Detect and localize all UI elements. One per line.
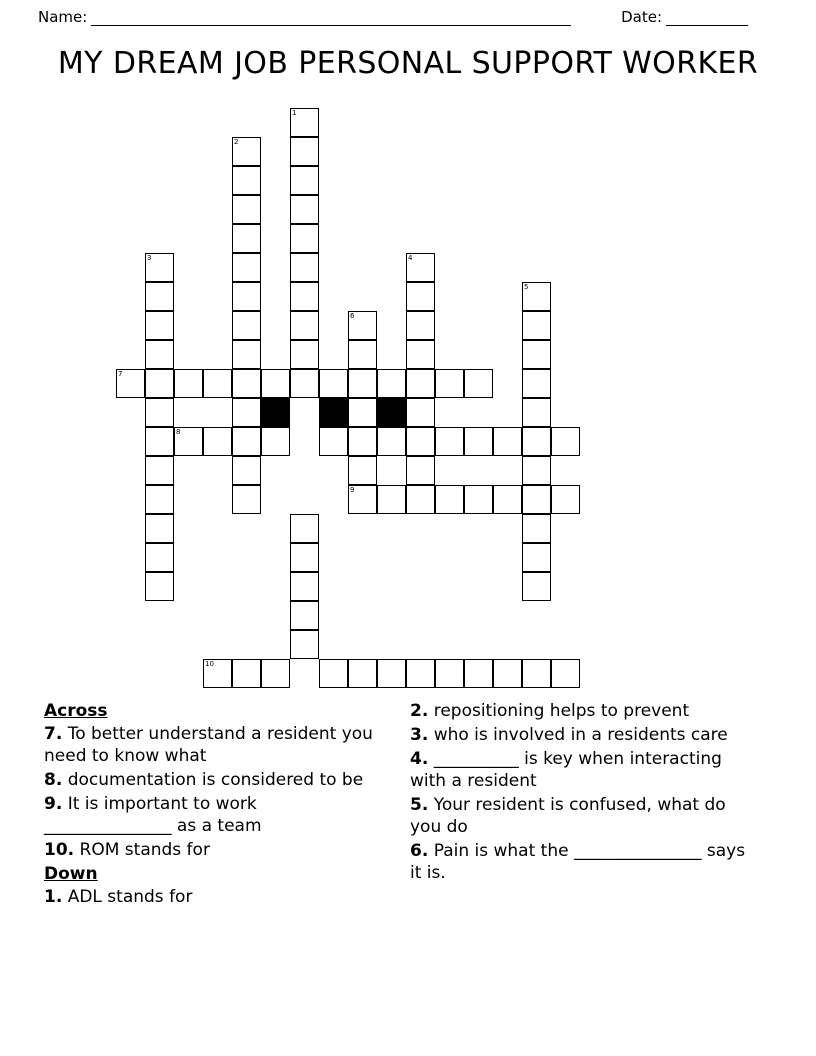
grid-cell-number: 10: [205, 660, 214, 668]
grid-cell[interactable]: [551, 485, 580, 514]
grid-cell[interactable]: [290, 224, 319, 253]
clue-down-1: [44, 886, 389, 908]
grid-block-cell: [261, 398, 290, 427]
clue-number: 1.: [44, 887, 63, 907]
page-title: MY DREAM JOB PERSONAL SUPPORT WORKER: [57, 46, 759, 81]
grid-cell[interactable]: [145, 514, 174, 543]
grid-cell[interactable]: [290, 137, 319, 166]
grid-cell[interactable]: [290, 195, 319, 224]
date-label: Date:: [621, 8, 662, 26]
grid-cell[interactable]: [406, 427, 435, 456]
grid-cell[interactable]: [290, 369, 319, 398]
clue-number: 7.: [44, 724, 63, 744]
grid-cell[interactable]: [232, 224, 261, 253]
grid-cell[interactable]: [406, 369, 435, 398]
grid-cell[interactable]: [522, 311, 551, 340]
grid-cell[interactable]: [406, 282, 435, 311]
grid-cell[interactable]: [464, 369, 493, 398]
grid-cell[interactable]: [464, 427, 493, 456]
grid-cell[interactable]: [377, 369, 406, 398]
grid-cell[interactable]: [145, 369, 174, 398]
clue-down-3: [410, 724, 755, 746]
grid-cell[interactable]: [435, 659, 464, 688]
clue-number: 8.: [44, 770, 63, 790]
grid-cell[interactable]: [348, 427, 377, 456]
grid-cell[interactable]: [348, 369, 377, 398]
date-field-group: [621, 8, 748, 26]
grid-cell[interactable]: [522, 398, 551, 427]
grid-cell[interactable]: [145, 282, 174, 311]
clue-across-9: [44, 793, 389, 837]
grid-cell[interactable]: [348, 340, 377, 369]
worksheet-header: [38, 0, 748, 26]
clue-down-5: [410, 794, 755, 838]
grid-cell[interactable]: [493, 485, 522, 514]
grid-cell[interactable]: [290, 108, 319, 137]
crossword-grid[interactable]: [0, 105, 816, 700]
grid-cell[interactable]: [232, 456, 261, 485]
grid-cell[interactable]: [145, 427, 174, 456]
clues-section: [44, 700, 774, 960]
clues-column-right: [410, 700, 755, 886]
grid-cell-number: 9: [350, 486, 355, 494]
grid-cell-number: 5: [524, 283, 529, 291]
grid-cell[interactable]: [290, 340, 319, 369]
grid-cell[interactable]: [145, 253, 174, 282]
grid-cell[interactable]: [348, 485, 377, 514]
grid-cell[interactable]: [116, 369, 145, 398]
grid-cell[interactable]: [522, 427, 551, 456]
grid-cell[interactable]: [493, 659, 522, 688]
grid-cell[interactable]: [232, 427, 261, 456]
grid-cell[interactable]: [232, 282, 261, 311]
grid-cell[interactable]: [232, 253, 261, 282]
grid-cell[interactable]: [232, 137, 261, 166]
grid-cell[interactable]: [406, 398, 435, 427]
clue-text: ADL stands for: [67, 887, 193, 907]
clue-text: documentation is considered to be: [67, 770, 364, 790]
grid-cell-number: 3: [147, 254, 152, 262]
grid-cell[interactable]: [319, 369, 348, 398]
grid-cell[interactable]: [406, 253, 435, 282]
grid-cell[interactable]: [406, 311, 435, 340]
clue-number: 2.: [410, 701, 429, 721]
grid-cell[interactable]: [348, 456, 377, 485]
grid-cell[interactable]: [522, 543, 551, 572]
name-label: Name:: [38, 8, 88, 26]
grid-cell[interactable]: [145, 311, 174, 340]
grid-cell[interactable]: [522, 340, 551, 369]
clue-text: Pain is what the _______________ says it is.: [410, 841, 746, 883]
grid-cell[interactable]: [406, 485, 435, 514]
grid-cell[interactable]: [348, 311, 377, 340]
grid-cell[interactable]: [232, 485, 261, 514]
clue-text: __________ is key when interacting with a resident: [410, 749, 722, 791]
grid-cell[interactable]: [522, 369, 551, 398]
clue-down-2: [410, 700, 755, 722]
grid-cell[interactable]: [522, 659, 551, 688]
grid-cell[interactable]: [522, 514, 551, 543]
clues-column-left: [44, 700, 389, 910]
grid-cell[interactable]: [203, 427, 232, 456]
grid-cell[interactable]: [319, 659, 348, 688]
clue-across-8: [44, 769, 389, 791]
grid-cell[interactable]: [232, 195, 261, 224]
clue-down-6: [410, 840, 755, 884]
clue-text: ROM stands for: [79, 840, 210, 860]
clue-across-7: [44, 723, 389, 767]
clue-text: Your resident is confused, what do you do: [410, 795, 726, 837]
grid-cell[interactable]: [435, 485, 464, 514]
grid-cell[interactable]: [174, 369, 203, 398]
grid-cell[interactable]: [406, 456, 435, 485]
grid-cell[interactable]: [464, 485, 493, 514]
grid-cell[interactable]: [348, 659, 377, 688]
grid-cell[interactable]: [232, 311, 261, 340]
grid-cell[interactable]: [377, 659, 406, 688]
grid-cell-number: 7: [118, 370, 123, 378]
grid-cell[interactable]: [464, 659, 493, 688]
grid-cell[interactable]: [261, 427, 290, 456]
down-heading: Down: [44, 864, 98, 884]
grid-cell[interactable]: [290, 630, 319, 659]
clue-number: 4.: [410, 749, 429, 769]
grid-cell[interactable]: [232, 340, 261, 369]
grid-cell[interactable]: [377, 427, 406, 456]
grid-cell[interactable]: [232, 659, 261, 688]
grid-block-cell: [377, 398, 406, 427]
grid-cell[interactable]: [522, 282, 551, 311]
grid-cell[interactable]: [232, 398, 261, 427]
grid-cell[interactable]: [145, 543, 174, 572]
grid-cell[interactable]: [435, 427, 464, 456]
grid-cell[interactable]: [145, 456, 174, 485]
name-write-line[interactable]: [91, 13, 571, 26]
grid-cell[interactable]: [290, 601, 319, 630]
grid-cell[interactable]: [551, 659, 580, 688]
grid-cell[interactable]: [290, 166, 319, 195]
grid-cell[interactable]: [290, 253, 319, 282]
clue-text: repositioning helps to prevent: [433, 701, 690, 721]
clue-number: 9.: [44, 794, 63, 814]
grid-cell-number: 1: [292, 109, 297, 117]
grid-cell[interactable]: [290, 282, 319, 311]
grid-cell-number: 8: [176, 428, 181, 436]
grid-cell[interactable]: [232, 369, 261, 398]
grid-cell[interactable]: [435, 369, 464, 398]
grid-cell[interactable]: [522, 485, 551, 514]
clue-text: It is important to work _______________ as a team: [44, 794, 262, 836]
clue-number: 10.: [44, 840, 75, 860]
clue-number: 3.: [410, 725, 429, 745]
name-field-group: [38, 8, 571, 26]
grid-cell[interactable]: [145, 340, 174, 369]
grid-cell-number: 4: [408, 254, 413, 262]
grid-cell[interactable]: [290, 311, 319, 340]
clue-text: who is involved in a residents care: [433, 725, 728, 745]
grid-cell[interactable]: [406, 659, 435, 688]
grid-cell[interactable]: [493, 427, 522, 456]
date-write-line[interactable]: [666, 13, 748, 26]
grid-cell[interactable]: [174, 427, 203, 456]
clue-across-10: [44, 839, 389, 861]
grid-cell[interactable]: [232, 166, 261, 195]
grid-cell-number: 2: [234, 138, 239, 146]
grid-cell[interactable]: [261, 369, 290, 398]
grid-cell[interactable]: [522, 572, 551, 601]
clue-down-4: [410, 748, 755, 792]
grid-cell[interactable]: [145, 485, 174, 514]
grid-cell[interactable]: [522, 456, 551, 485]
grid-cell[interactable]: [406, 340, 435, 369]
grid-cell[interactable]: [348, 398, 377, 427]
grid-cell[interactable]: [203, 369, 232, 398]
clue-number: 6.: [410, 841, 429, 861]
grid-cell[interactable]: [145, 398, 174, 427]
clue-text: To better understand a resident you need to know what: [44, 724, 373, 766]
across-heading: Across: [44, 701, 108, 721]
grid-block-cell: [319, 398, 348, 427]
clue-number: 5.: [410, 795, 429, 815]
grid-cell-number: 6: [350, 312, 355, 320]
grid-cell[interactable]: [319, 427, 348, 456]
grid-cell[interactable]: [551, 427, 580, 456]
grid-cell[interactable]: [203, 659, 232, 688]
grid-cell[interactable]: [145, 572, 174, 601]
grid-cell[interactable]: [290, 514, 319, 543]
grid-cell[interactable]: [290, 572, 319, 601]
grid-cell[interactable]: [290, 543, 319, 572]
grid-cell[interactable]: [377, 485, 406, 514]
grid-cell[interactable]: [261, 659, 290, 688]
